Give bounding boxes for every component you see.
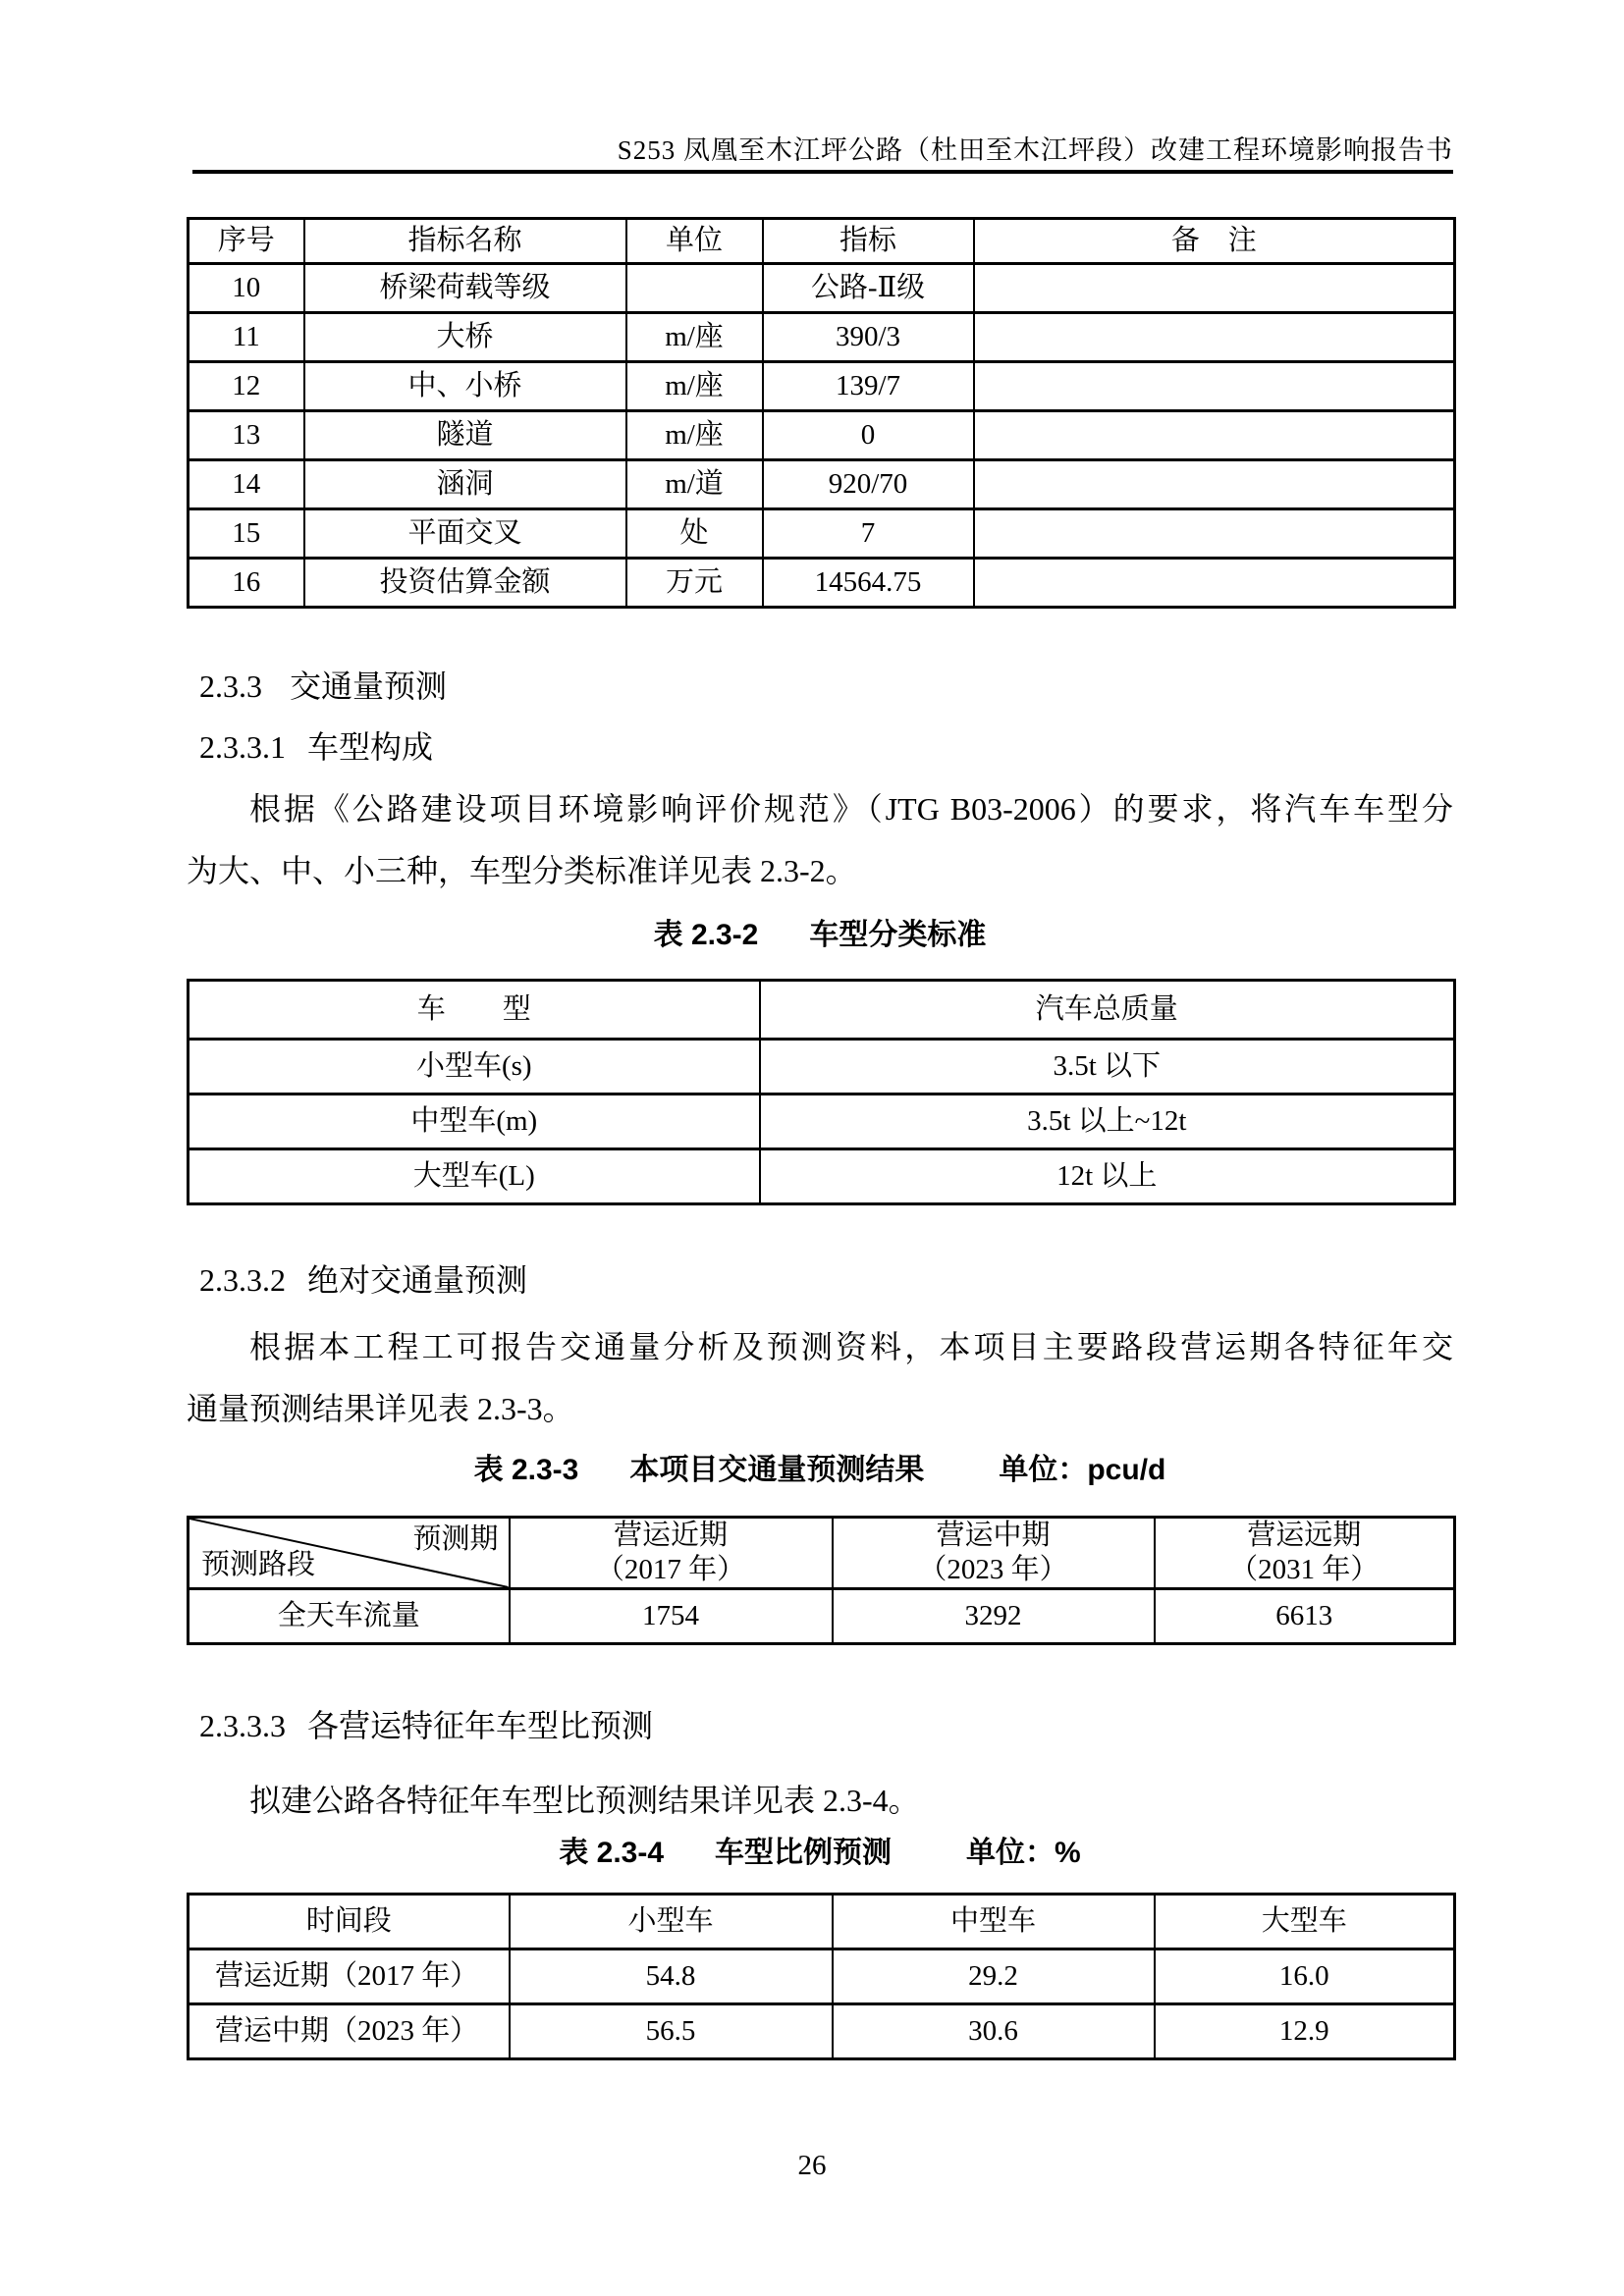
paragraph-line: 拟建公路各特征年车型比预测结果详见表 2.3-4。: [249, 1783, 920, 1818]
cell-name: 涵洞: [304, 460, 626, 509]
diagonal-header-cell: [189, 1518, 510, 1589]
cell-note: [974, 264, 1455, 313]
cell-name: 隧道: [304, 411, 626, 460]
cell-note: [974, 411, 1455, 460]
caption-title: 车型分类标准: [809, 919, 987, 951]
cell-name: 投资估算金额: [304, 559, 626, 608]
indicator-table-header-row: [189, 219, 1455, 264]
table-caption-232: [187, 918, 1453, 953]
section-number: 2.3.3.3: [199, 1708, 286, 1743]
cell-mass: 3.5t 以下: [760, 1040, 1455, 1095]
caption-title: 本项目交通量预测结果: [629, 1454, 925, 1486]
cell-note: [974, 509, 1455, 559]
col-header-line1: 营运中期: [936, 1520, 1051, 1551]
cell-no: 10: [189, 264, 304, 313]
cell-value: 1754: [510, 1589, 833, 1644]
cell-unit: 处: [626, 509, 763, 559]
col-header: 备 注: [974, 219, 1455, 264]
caption-title: 车型比例预测: [715, 1837, 893, 1869]
col-header: [510, 1518, 833, 1589]
table-row: [189, 2004, 1455, 2059]
col-header: 序号: [189, 219, 304, 264]
vehicle-ratio-table: [187, 1893, 1456, 2060]
indicator-table: [187, 217, 1456, 609]
table-row: [189, 313, 1455, 362]
cell-no: 14: [189, 460, 304, 509]
paragraph-line: 根据本工程工可报告交通量分析及预测资料，本项目主要路段营运期各特征年交: [249, 1329, 1453, 1364]
cell-no: 16: [189, 559, 304, 608]
cell-value: 14564.75: [763, 559, 974, 608]
cell-type: 小型车(s): [189, 1040, 760, 1095]
paragraph-2332: [187, 1316, 1453, 1440]
diagonal-label-road: 预测路段: [201, 1548, 316, 1580]
cell-value: 3292: [833, 1589, 1155, 1644]
cell-value: 16.0: [1155, 1949, 1455, 2004]
cell-unit: m/座: [626, 411, 763, 460]
cell-value: 390/3: [763, 313, 974, 362]
col-header: 小型车: [510, 1895, 833, 1949]
paragraph-line: 根据《公路建设项目环境影响评价规范》（JTG B03-2006）的要求，将汽车车型分: [249, 791, 1453, 827]
section-heading-233: [199, 668, 447, 704]
cell-value: 30.6: [833, 2004, 1155, 2059]
paragraph-line: 为大、中、小三种，车型分类标准详见表 2.3-2。: [187, 853, 857, 888]
cell-label: 全天车流量: [189, 1589, 510, 1644]
section-number: 2.3.3: [199, 668, 262, 704]
table-caption-234: [187, 1836, 1453, 1871]
cell-no: 13: [189, 411, 304, 460]
cell-name: 大桥: [304, 313, 626, 362]
traffic-header-row: [189, 1518, 1455, 1589]
cell-value: 920/70: [763, 460, 974, 509]
cell-label: 营运中期（2023 年）: [189, 2004, 510, 2059]
cell-note: [974, 362, 1455, 411]
cell-type: 中型车(m): [189, 1095, 760, 1149]
cell-value: 7: [763, 509, 974, 559]
cell-no: 11: [189, 313, 304, 362]
cell-value: 139/7: [763, 362, 974, 411]
cell-name: 桥梁荷载等级: [304, 264, 626, 313]
cell-note: [974, 460, 1455, 509]
col-header: 单位: [626, 219, 763, 264]
col-header-line2: （2017 年）: [595, 1554, 746, 1585]
cell-unit: m/座: [626, 362, 763, 411]
cell-note: [974, 559, 1455, 608]
col-header: 车 型: [189, 981, 760, 1040]
cell-value: 29.2: [833, 1949, 1155, 2004]
col-header: 指标名称: [304, 219, 626, 264]
cell-note: [974, 313, 1455, 362]
cell-unit: m/座: [626, 313, 763, 362]
col-header: 汽车总质量: [760, 981, 1455, 1040]
table-row: [189, 362, 1455, 411]
col-header-line1: 营运近期: [613, 1520, 728, 1551]
cell-unit: m/道: [626, 460, 763, 509]
caption-unit: 单位：pcu/d: [999, 1454, 1166, 1486]
table-row: [189, 1949, 1455, 2004]
col-header-line1: 营运远期: [1247, 1520, 1362, 1551]
cell-value: 56.5: [510, 2004, 833, 2059]
col-header: 指标: [763, 219, 974, 264]
cell-value: 0: [763, 411, 974, 460]
table-row: [189, 509, 1455, 559]
col-header-line2: （2023 年）: [918, 1554, 1068, 1585]
col-header-line2: （2031 年）: [1229, 1554, 1380, 1585]
section-number: 2.3.3.1: [199, 729, 286, 765]
cell-no: 15: [189, 509, 304, 559]
section-title: 车型构成: [307, 729, 434, 765]
paragraph-line: 通量预测结果详见表 2.3-3。: [187, 1391, 574, 1426]
table-row: [189, 264, 1455, 313]
vehicle-class-table: [187, 979, 1456, 1205]
ratio-header-row: [189, 1895, 1455, 1949]
cell-unit: 万元: [626, 559, 763, 608]
col-header: [833, 1518, 1155, 1589]
caption-label: 表 2.3-2: [653, 919, 759, 951]
traffic-forecast-table: [187, 1516, 1456, 1645]
cell-mass: 12t 以上: [760, 1149, 1455, 1204]
cell-mass: 3.5t 以上~12t: [760, 1095, 1455, 1149]
vehicle-class-header-row: [189, 981, 1455, 1040]
cell-type: 大型车(L): [189, 1149, 760, 1204]
caption-label: 表 2.3-4: [559, 1837, 665, 1869]
diagonal-label-period: 预测期: [412, 1523, 499, 1555]
section-title: 交通量预测: [290, 668, 448, 704]
cell-no: 12: [189, 362, 304, 411]
table-row: [189, 559, 1455, 608]
table-row: [189, 1589, 1455, 1644]
cell-value: 公路-Ⅱ级: [763, 264, 974, 313]
caption-unit: 单位：%: [966, 1837, 1081, 1869]
paragraph-2331: [187, 778, 1453, 902]
col-header: 时间段: [189, 1895, 510, 1949]
table-row: [189, 460, 1455, 509]
paragraph-2333: [187, 1770, 1453, 1832]
table-row: [189, 1040, 1455, 1095]
caption-label: 表 2.3-3: [473, 1454, 579, 1486]
cell-label: 营运近期（2017 年）: [189, 1949, 510, 2004]
page-number: 26: [797, 2150, 827, 2181]
table-row: [189, 1149, 1455, 1204]
section-title: 各营运特征年车型比预测: [307, 1708, 654, 1743]
cell-value: 6613: [1155, 1589, 1455, 1644]
page-header-title: S253 凤凰至木江坪公路（杜田至木江坪段）改建工程环境影响报告书: [617, 135, 1453, 165]
cell-value: 54.8: [510, 1949, 833, 2004]
col-header: [1155, 1518, 1455, 1589]
cell-unit: [626, 264, 763, 313]
cell-name: 中、小桥: [304, 362, 626, 411]
table-row: [189, 1095, 1455, 1149]
section-heading-2333: [199, 1708, 653, 1743]
table-row: [189, 411, 1455, 460]
cell-value: 12.9: [1155, 2004, 1455, 2059]
header-rule: [192, 170, 1453, 174]
section-heading-2331: [199, 729, 433, 765]
section-heading-2332: [199, 1262, 527, 1298]
col-header: 大型车: [1155, 1895, 1455, 1949]
cell-name: 平面交叉: [304, 509, 626, 559]
table-caption-233: [187, 1453, 1453, 1488]
col-header: 中型车: [833, 1895, 1155, 1949]
section-title: 绝对交通量预测: [307, 1262, 528, 1298]
section-number: 2.3.3.2: [199, 1262, 286, 1298]
